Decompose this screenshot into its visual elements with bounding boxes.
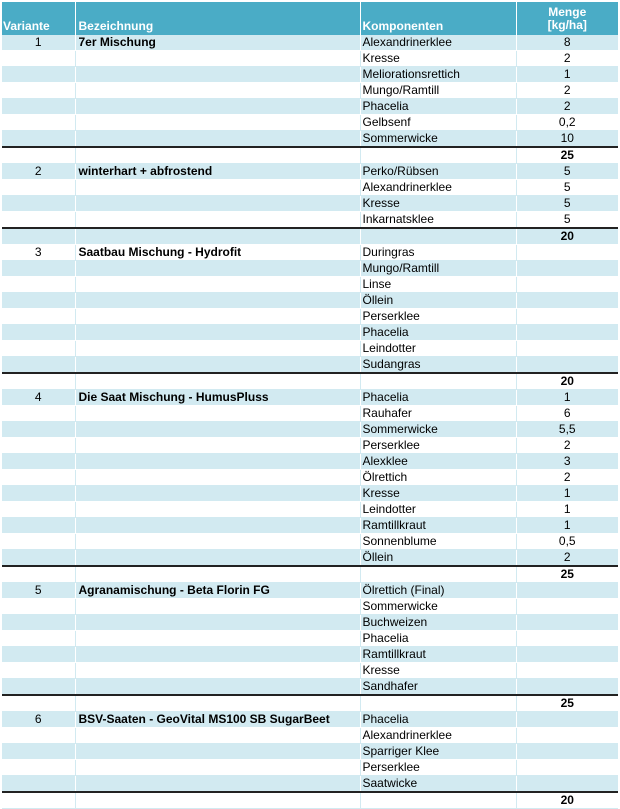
- komponente-cell: Ölrettich (Final): [360, 583, 516, 599]
- table-row: [2, 422, 618, 438]
- komponente-cell: Mungo/Ramtill: [360, 261, 516, 277]
- menge-cell: 2: [516, 550, 618, 567]
- bezeichnung-cell: [75, 760, 360, 776]
- bezeichnung-cell: [75, 83, 360, 99]
- komponente-cell: Duringras: [360, 245, 516, 261]
- komponente-cell: Alexklee: [360, 454, 516, 470]
- komponente-cell: Leindotter: [360, 341, 516, 357]
- bezeichnung-cell: [75, 728, 360, 744]
- menge-cell: [516, 261, 618, 277]
- sum-empty-cell: [2, 147, 75, 164]
- menge-cell: 1: [516, 390, 618, 406]
- bezeichnung-cell: [75, 67, 360, 83]
- menge-cell: [516, 583, 618, 599]
- menge-cell: [516, 599, 618, 615]
- table-row: [2, 631, 618, 647]
- variante-cell: [2, 341, 75, 357]
- variante-cell: [2, 115, 75, 131]
- table-row: [2, 83, 618, 99]
- table-body: [2, 35, 618, 809]
- table-row: [2, 51, 618, 67]
- bezeichnung-cell: [75, 599, 360, 615]
- variante-cell: [2, 83, 75, 99]
- variante-cell: 2: [2, 164, 75, 180]
- bezeichnung-cell: [75, 357, 360, 374]
- table-row: [2, 502, 618, 518]
- header-bezeichnung: Bezeichnung: [75, 2, 360, 35]
- bezeichnung-cell: [75, 325, 360, 341]
- komponente-cell: Sandhafer: [360, 679, 516, 696]
- sum-empty-cell: [2, 695, 75, 712]
- header-menge-title: Menge: [548, 4, 587, 19]
- menge-cell: 1: [516, 502, 618, 518]
- menge-cell: 2: [516, 438, 618, 454]
- bezeichnung-cell: [75, 470, 360, 486]
- table-row: [2, 261, 618, 277]
- variante-cell: [2, 196, 75, 212]
- sum-empty-cell: [360, 228, 516, 245]
- menge-cell: [516, 357, 618, 374]
- table-row: [2, 470, 618, 486]
- table-row: [2, 550, 618, 567]
- table-row: [2, 164, 618, 180]
- table-row: [2, 99, 618, 115]
- header-row: [2, 2, 618, 35]
- table-row: [2, 438, 618, 454]
- variante-cell: [2, 357, 75, 374]
- menge-cell: [516, 679, 618, 696]
- table-row: [2, 115, 618, 131]
- sum-empty-cell: [75, 373, 360, 390]
- variante-cell: [2, 277, 75, 293]
- bezeichnung-cell: winterhart + abfrostend: [75, 164, 360, 180]
- komponente-cell: Sommerwicke: [360, 422, 516, 438]
- komponente-cell: Ramtillkraut: [360, 647, 516, 663]
- menge-cell: 0,2: [516, 115, 618, 131]
- komponente-cell: Perserklee: [360, 438, 516, 454]
- sum-row: [2, 695, 618, 712]
- komponente-cell: Phacelia: [360, 325, 516, 341]
- sum-empty-cell: [2, 566, 75, 583]
- table-row: [2, 390, 618, 406]
- menge-cell: [516, 712, 618, 728]
- variante-cell: [2, 615, 75, 631]
- komponente-cell: Perserklee: [360, 309, 516, 325]
- table-row: [2, 599, 618, 615]
- bezeichnung-cell: [75, 663, 360, 679]
- sum-empty-cell: [75, 147, 360, 164]
- bezeichnung-cell: [75, 196, 360, 212]
- bezeichnung-cell: [75, 180, 360, 196]
- menge-cell: 1: [516, 67, 618, 83]
- table-row: [2, 293, 618, 309]
- table-row: [2, 679, 618, 696]
- komponente-cell: Perserklee: [360, 760, 516, 776]
- sum-total-cell: 25: [516, 695, 618, 712]
- menge-cell: 2: [516, 83, 618, 99]
- komponente-cell: Ramtillkraut: [360, 518, 516, 534]
- menge-cell: [516, 325, 618, 341]
- bezeichnung-cell: [75, 631, 360, 647]
- komponente-cell: Kresse: [360, 196, 516, 212]
- sum-total-cell: 25: [516, 147, 618, 164]
- variante-cell: [2, 744, 75, 760]
- menge-cell: [516, 647, 618, 663]
- komponente-cell: Saatwicke: [360, 776, 516, 793]
- header-variante: Variante: [2, 2, 75, 35]
- table-row: [2, 744, 618, 760]
- menge-cell: 2: [516, 51, 618, 67]
- variante-cell: 6: [2, 712, 75, 728]
- menge-cell: 1: [516, 486, 618, 502]
- menge-cell: 6: [516, 406, 618, 422]
- header-komponenten: Komponenten: [360, 2, 516, 35]
- komponente-cell: Öllein: [360, 550, 516, 567]
- komponente-cell: Sudangras: [360, 357, 516, 374]
- menge-cell: 1: [516, 518, 618, 534]
- variante-cell: [2, 422, 75, 438]
- sum-empty-cell: [75, 695, 360, 712]
- table-row: [2, 534, 618, 550]
- bezeichnung-cell: [75, 518, 360, 534]
- sum-empty-cell: [360, 147, 516, 164]
- bezeichnung-cell: [75, 502, 360, 518]
- komponente-cell: Buchweizen: [360, 615, 516, 631]
- table-row: [2, 712, 618, 728]
- menge-cell: [516, 615, 618, 631]
- bezeichnung-cell: [75, 438, 360, 454]
- sum-empty-cell: [360, 566, 516, 583]
- komponente-cell: Phacelia: [360, 712, 516, 728]
- komponente-cell: Inkarnatsklee: [360, 212, 516, 229]
- sum-row: [2, 792, 618, 809]
- sum-total-cell: 20: [516, 373, 618, 390]
- variante-cell: [2, 647, 75, 663]
- menge-cell: [516, 663, 618, 679]
- menge-cell: [516, 245, 618, 261]
- variante-cell: 3: [2, 245, 75, 261]
- table-row: [2, 357, 618, 374]
- komponente-cell: Alexandrinerklee: [360, 728, 516, 744]
- table-row: [2, 67, 618, 83]
- bezeichnung-cell: [75, 454, 360, 470]
- variante-cell: [2, 325, 75, 341]
- bezeichnung-cell: [75, 212, 360, 229]
- sum-row: [2, 147, 618, 164]
- bezeichnung-cell: [75, 406, 360, 422]
- menge-cell: 5: [516, 212, 618, 229]
- variante-cell: [2, 728, 75, 744]
- table-row: [2, 454, 618, 470]
- bezeichnung-cell: [75, 309, 360, 325]
- variante-cell: [2, 663, 75, 679]
- menge-cell: [516, 341, 618, 357]
- bezeichnung-cell: [75, 341, 360, 357]
- bezeichnung-cell: [75, 99, 360, 115]
- variante-cell: [2, 534, 75, 550]
- komponente-cell: Phacelia: [360, 631, 516, 647]
- menge-cell: [516, 309, 618, 325]
- menge-cell: 0,5: [516, 534, 618, 550]
- variante-cell: [2, 502, 75, 518]
- seed-mixture-table: [2, 2, 618, 809]
- menge-cell: [516, 776, 618, 793]
- variante-cell: 4: [2, 390, 75, 406]
- table-row: [2, 518, 618, 534]
- komponente-cell: Mungo/Ramtill: [360, 83, 516, 99]
- komponente-cell: Sparriger Klee: [360, 744, 516, 760]
- variante-cell: [2, 486, 75, 502]
- table-header: [2, 2, 618, 35]
- komponente-cell: Sommerwicke: [360, 131, 516, 148]
- header-menge-unit: [kg/ha]: [547, 17, 587, 32]
- komponente-cell: Kresse: [360, 486, 516, 502]
- sum-total-cell: 25: [516, 566, 618, 583]
- table-row: [2, 486, 618, 502]
- variante-cell: [2, 631, 75, 647]
- table-row: [2, 647, 618, 663]
- variante-cell: [2, 438, 75, 454]
- menge-cell: [516, 760, 618, 776]
- bezeichnung-cell: [75, 534, 360, 550]
- bezeichnung-cell: [75, 679, 360, 696]
- variante-cell: [2, 776, 75, 793]
- bezeichnung-cell: [75, 550, 360, 567]
- menge-cell: [516, 293, 618, 309]
- variante-cell: [2, 261, 75, 277]
- menge-cell: 2: [516, 99, 618, 115]
- table-row: [2, 615, 618, 631]
- komponente-cell: Gelbsenf: [360, 115, 516, 131]
- menge-cell: 8: [516, 35, 618, 51]
- sum-empty-cell: [75, 228, 360, 245]
- bezeichnung-cell: [75, 115, 360, 131]
- bezeichnung-cell: BSV-Saaten - GeoVital MS100 SB SugarBeet: [75, 712, 360, 728]
- variante-cell: [2, 470, 75, 486]
- menge-cell: 2: [516, 470, 618, 486]
- variante-cell: [2, 51, 75, 67]
- sum-empty-cell: [75, 792, 360, 809]
- variante-cell: [2, 131, 75, 148]
- bezeichnung-cell: [75, 776, 360, 793]
- variante-cell: [2, 760, 75, 776]
- table-row: [2, 35, 618, 51]
- variante-cell: [2, 309, 75, 325]
- bezeichnung-cell: [75, 277, 360, 293]
- komponente-cell: Rauhafer: [360, 406, 516, 422]
- komponente-cell: Meliorationsrettich: [360, 67, 516, 83]
- menge-cell: 10: [516, 131, 618, 148]
- table-row: [2, 406, 618, 422]
- komponente-cell: Sommerwicke: [360, 599, 516, 615]
- komponente-cell: Perko/Rübsen: [360, 164, 516, 180]
- bezeichnung-cell: [75, 293, 360, 309]
- table-row: [2, 341, 618, 357]
- komponente-cell: Leindotter: [360, 502, 516, 518]
- bezeichnung-cell: [75, 647, 360, 663]
- table-row: [2, 760, 618, 776]
- bezeichnung-cell: [75, 261, 360, 277]
- table-row: [2, 663, 618, 679]
- menge-cell: 3: [516, 454, 618, 470]
- sum-row: [2, 228, 618, 245]
- table-row: [2, 245, 618, 261]
- bezeichnung-cell: [75, 744, 360, 760]
- variante-cell: [2, 293, 75, 309]
- variante-cell: [2, 679, 75, 696]
- variante-cell: [2, 599, 75, 615]
- sum-total-cell: 20: [516, 792, 618, 809]
- table-row: [2, 776, 618, 793]
- komponente-cell: Ölrettich: [360, 470, 516, 486]
- sum-empty-cell: [360, 792, 516, 809]
- bezeichnung-cell: Saatbau Mischung - Hydrofit: [75, 245, 360, 261]
- menge-cell: 5: [516, 164, 618, 180]
- bezeichnung-cell: 7er Mischung: [75, 35, 360, 51]
- komponente-cell: Alexandrinerklee: [360, 180, 516, 196]
- variante-cell: [2, 454, 75, 470]
- table-row: [2, 180, 618, 196]
- menge-cell: [516, 744, 618, 760]
- sum-empty-cell: [2, 228, 75, 245]
- menge-cell: 5: [516, 196, 618, 212]
- bezeichnung-cell: [75, 422, 360, 438]
- sum-empty-cell: [360, 373, 516, 390]
- table-row: [2, 325, 618, 341]
- komponente-cell: Phacelia: [360, 99, 516, 115]
- variante-cell: [2, 212, 75, 229]
- komponente-cell: Öllein: [360, 293, 516, 309]
- variante-cell: [2, 99, 75, 115]
- sum-empty-cell: [75, 566, 360, 583]
- bezeichnung-cell: Die Saat Mischung - HumusPluss: [75, 390, 360, 406]
- bezeichnung-cell: [75, 615, 360, 631]
- sum-empty-cell: [2, 373, 75, 390]
- komponente-cell: Kresse: [360, 51, 516, 67]
- table-row: [2, 212, 618, 229]
- komponente-cell: Sonnenblume: [360, 534, 516, 550]
- table-row: [2, 277, 618, 293]
- table-row: [2, 196, 618, 212]
- bezeichnung-cell: [75, 131, 360, 148]
- table-row: [2, 728, 618, 744]
- bezeichnung-cell: [75, 486, 360, 502]
- sum-total-cell: 20: [516, 228, 618, 245]
- table-row: [2, 131, 618, 148]
- variante-cell: 5: [2, 583, 75, 599]
- sum-empty-cell: [2, 792, 75, 809]
- menge-cell: [516, 631, 618, 647]
- sum-row: [2, 373, 618, 390]
- variante-cell: [2, 406, 75, 422]
- menge-cell: [516, 728, 618, 744]
- bezeichnung-cell: Agranamischung - Beta Florin FG: [75, 583, 360, 599]
- komponente-cell: Linse: [360, 277, 516, 293]
- variante-cell: [2, 550, 75, 567]
- menge-cell: 5: [516, 180, 618, 196]
- bezeichnung-cell: [75, 51, 360, 67]
- header-menge: [516, 2, 618, 35]
- menge-cell: [516, 277, 618, 293]
- variante-cell: 1: [2, 35, 75, 51]
- menge-cell: 5,5: [516, 422, 618, 438]
- table-row: [2, 583, 618, 599]
- variante-cell: [2, 67, 75, 83]
- variante-cell: [2, 180, 75, 196]
- sum-row: [2, 566, 618, 583]
- komponente-cell: Kresse: [360, 663, 516, 679]
- komponente-cell: Phacelia: [360, 390, 516, 406]
- variante-cell: [2, 518, 75, 534]
- sum-empty-cell: [360, 695, 516, 712]
- table-row: [2, 309, 618, 325]
- komponente-cell: Alexandrinerklee: [360, 35, 516, 51]
